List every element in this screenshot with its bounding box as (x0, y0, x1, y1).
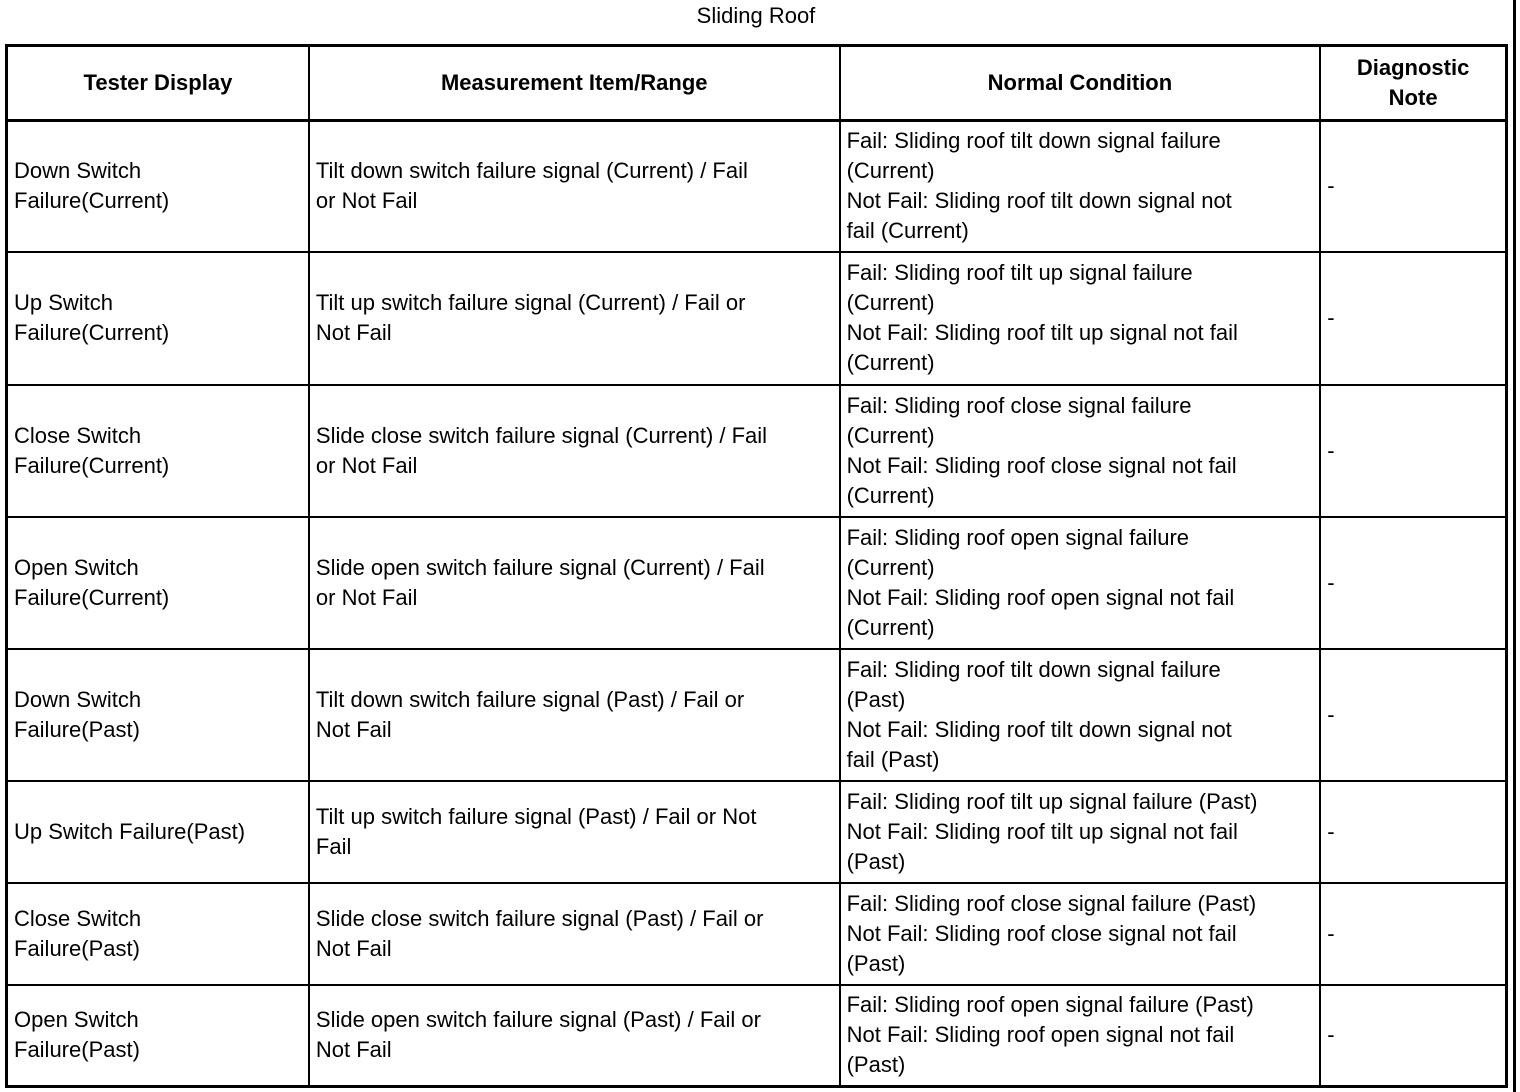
cell-tester-display: Close Switch Failure(Current) (7, 385, 309, 517)
cell-diagnostic-note: - (1320, 385, 1506, 517)
table-row (7, 252, 1507, 385)
cell-measurement: Slide open switch failure signal (Current) / Fail or Not Fail (309, 517, 840, 649)
cell-normal-condition: Fail: Sliding roof open signal failure (Current) Not Fail: Sliding roof open signal not fail (Current) (840, 517, 1321, 649)
table-row (7, 517, 1507, 649)
page-title: Sliding Roof (696, 3, 816, 28)
table-row (7, 985, 1507, 1087)
table-row (7, 781, 1507, 883)
cell-normal-condition: Fail: Sliding roof open signal failure (Past) Not Fail: Sliding roof open signal not fail (Past) (840, 985, 1321, 1087)
cell-diagnostic-note: - (1320, 252, 1506, 385)
cell-diagnostic-note: - (1320, 781, 1506, 883)
cell-tester-display: Close Switch Failure(Past) (7, 883, 309, 985)
cell-measurement: Slide open switch failure signal (Past) / Fail or Not Fail (309, 985, 840, 1087)
sliding-roof-table (5, 44, 1508, 1088)
cell-tester-display: Open Switch Failure(Current) (7, 517, 309, 649)
table-row (7, 649, 1507, 781)
cell-normal-condition: Fail: Sliding roof tilt down signal failure (Current) Not Fail: Sliding roof tilt down signal not fail (Current) (840, 121, 1321, 252)
cell-diagnostic-note: - (1320, 985, 1506, 1087)
cell-measurement: Slide close switch failure signal (Current) / Fail or Not Fail (309, 385, 840, 517)
table-row (7, 385, 1507, 517)
cell-normal-condition: Fail: Sliding roof tilt up signal failure (Current) Not Fail: Sliding roof tilt up signal not fail (Current) (840, 252, 1321, 385)
header-normal-condition: Normal Condition (840, 46, 1321, 121)
cell-normal-condition: Fail: Sliding roof tilt down signal failure (Past) Not Fail: Sliding roof tilt down signal not fail (Past) (840, 649, 1321, 781)
cell-normal-condition: Fail: Sliding roof tilt up signal failure (Past) Not Fail: Sliding roof tilt up signal not fail (Past) (840, 781, 1321, 883)
cell-diagnostic-note: - (1320, 883, 1506, 985)
cell-measurement: Tilt up switch failure signal (Past) / Fail or Not Fail (309, 781, 840, 883)
cell-measurement: Tilt down switch failure signal (Current) / Fail or Not Fail (309, 121, 840, 252)
cell-normal-condition: Fail: Sliding roof close signal failure (Current) Not Fail: Sliding roof close signal not fail (Current) (840, 385, 1321, 517)
cell-diagnostic-note: - (1320, 649, 1506, 781)
table-row (7, 883, 1507, 985)
page-edge-rule (1513, 0, 1516, 1092)
cell-measurement: Tilt down switch failure signal (Past) / Fail or Not Fail (309, 649, 840, 781)
cell-diagnostic-note: - (1320, 121, 1506, 252)
cell-tester-display: Open Switch Failure(Past) (7, 985, 309, 1087)
cell-diagnostic-note: - (1320, 517, 1506, 649)
table-header-row (7, 46, 1507, 121)
header-tester-display: Tester Display (7, 46, 309, 121)
cell-measurement: Tilt up switch failure signal (Current) / Fail or Not Fail (309, 252, 840, 385)
cell-normal-condition: Fail: Sliding roof close signal failure (Past) Not Fail: Sliding roof close signal not fail (Past) (840, 883, 1321, 985)
table-row (7, 121, 1507, 252)
cell-tester-display: Down Switch Failure(Current) (7, 121, 309, 252)
cell-tester-display: Up Switch Failure(Current) (7, 252, 309, 385)
header-measurement: Measurement Item/Range (309, 46, 840, 121)
cell-tester-display: Up Switch Failure(Past) (7, 781, 309, 883)
cell-tester-display: Down Switch Failure(Past) (7, 649, 309, 781)
header-diagnostic-note: Diagnostic Note (1320, 46, 1506, 121)
cell-measurement: Slide close switch failure signal (Past) / Fail or Not Fail (309, 883, 840, 985)
